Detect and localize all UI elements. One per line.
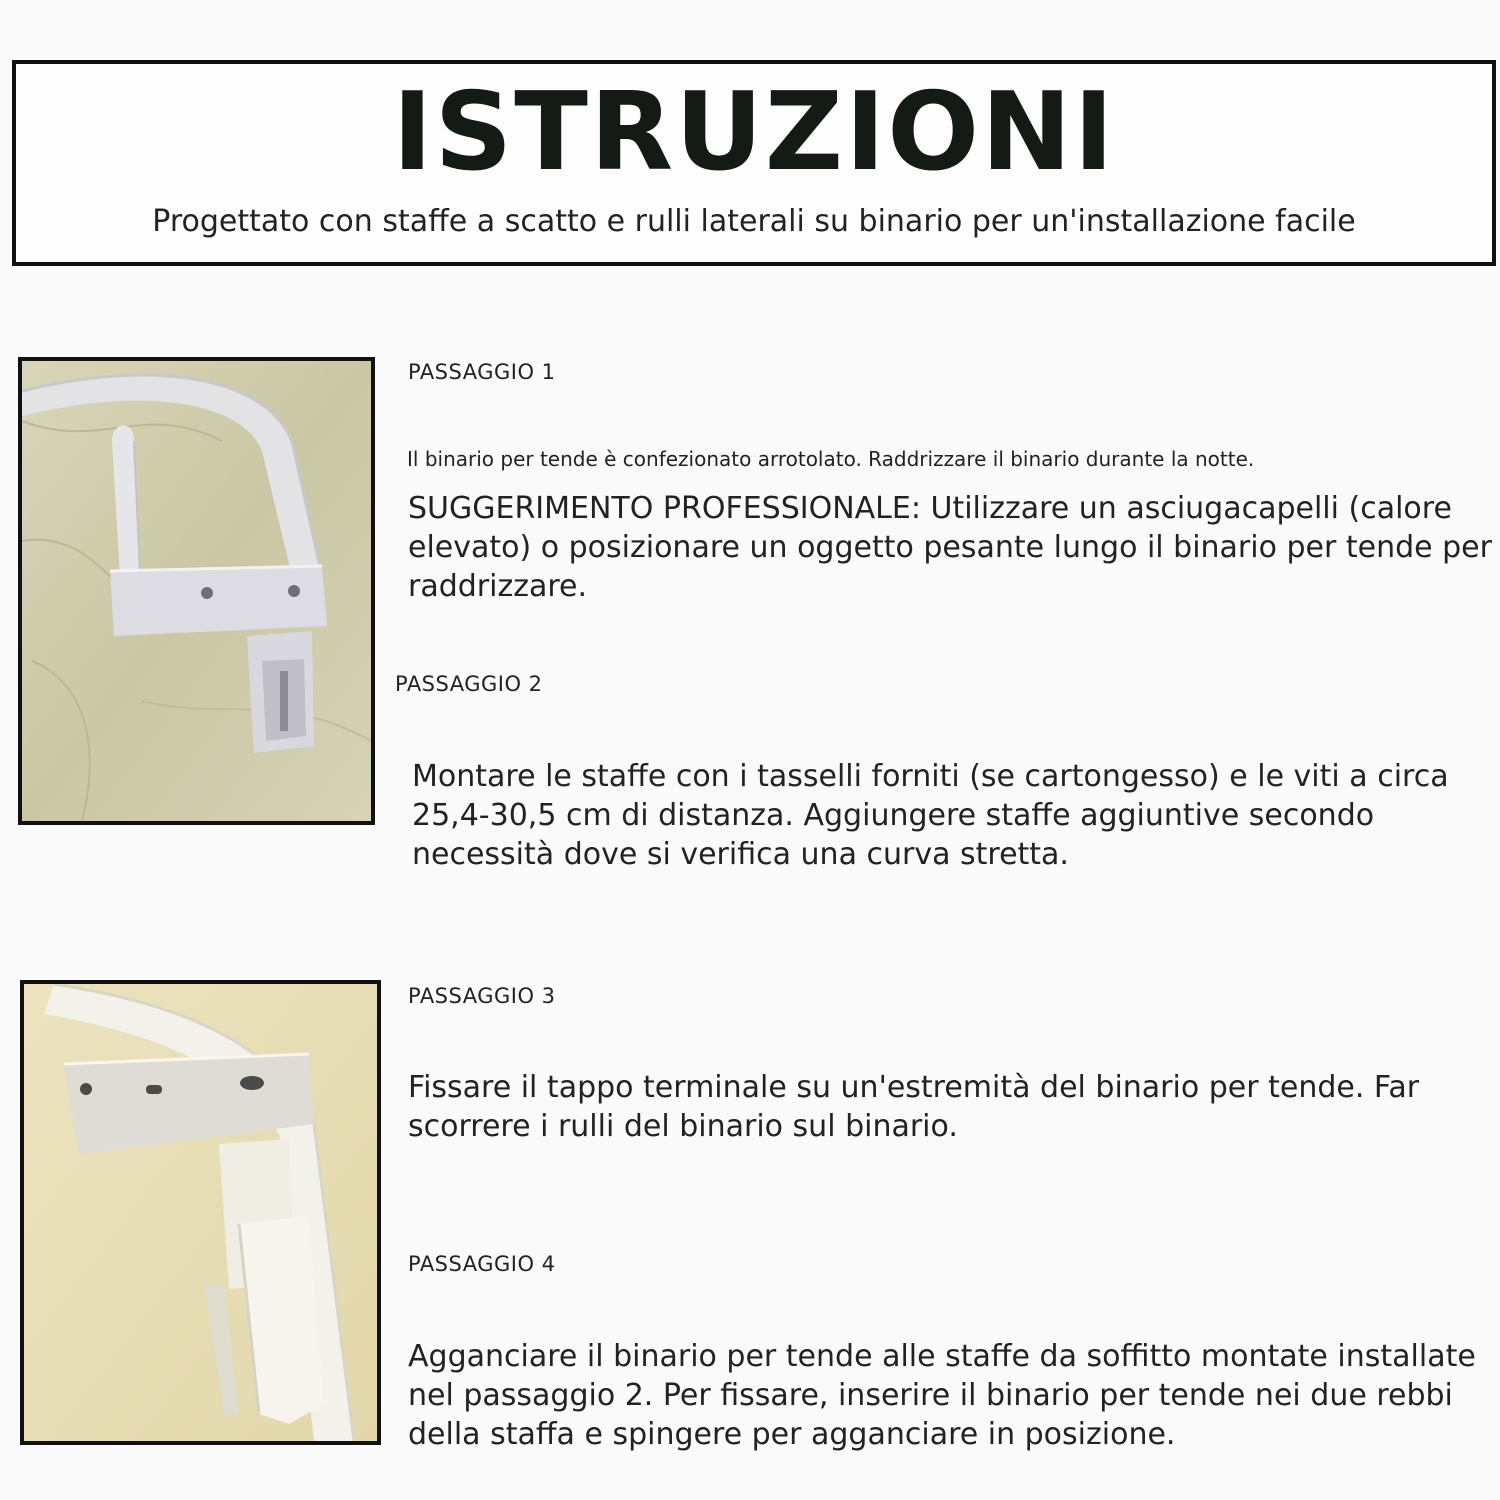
step-1-label: PASSAGGIO 1 <box>408 360 556 384</box>
step-2-text: Montare le staffe con i tasselli forniti (se cartongesso) e le viti a circa 25,4-30,5 cm di distanza. Aggiungere staffe aggiuntive secondo necessità dove si verifica una curva stretta. <box>412 759 1449 872</box>
page-title: ISTRUZIONI <box>392 70 1116 195</box>
step-1-note: Il binario per tende è confezionato arrotolato. Raddrizzare il binario durante la notte. <box>407 447 1255 471</box>
step-4-text: Agganciare il binario per tende alle staffe da soffitto montate installate nel passaggio 2. Per fissare, inserire il binario per tende nei due rebbi della staffa e spingere per agganciare in posizione. <box>408 1339 1476 1452</box>
page-subtitle: Progettato con staffe a scatto e rulli laterali su binario per un'installazione facile <box>152 204 1356 239</box>
header-box <box>12 60 1496 266</box>
step-2-label: PASSAGGIO 2 <box>395 672 543 696</box>
step-3-text: Fissare il tappo terminale su un'estremità del binario per tende. Far scorrere i rulli del binario sul binario. <box>408 1070 1420 1144</box>
step-4-label: PASSAGGIO 4 <box>408 1252 556 1276</box>
bracket-photo-1 <box>18 357 375 825</box>
bracket-photo-2 <box>20 980 381 1445</box>
step-3-label: PASSAGGIO 3 <box>408 984 556 1008</box>
step-1-text: SUGGERIMENTO PROFESSIONALE: Utilizzare un asciugacapelli (calore elevato) o posizionare un oggetto pesante lungo il binario per tende per raddrizzare. <box>408 491 1492 604</box>
